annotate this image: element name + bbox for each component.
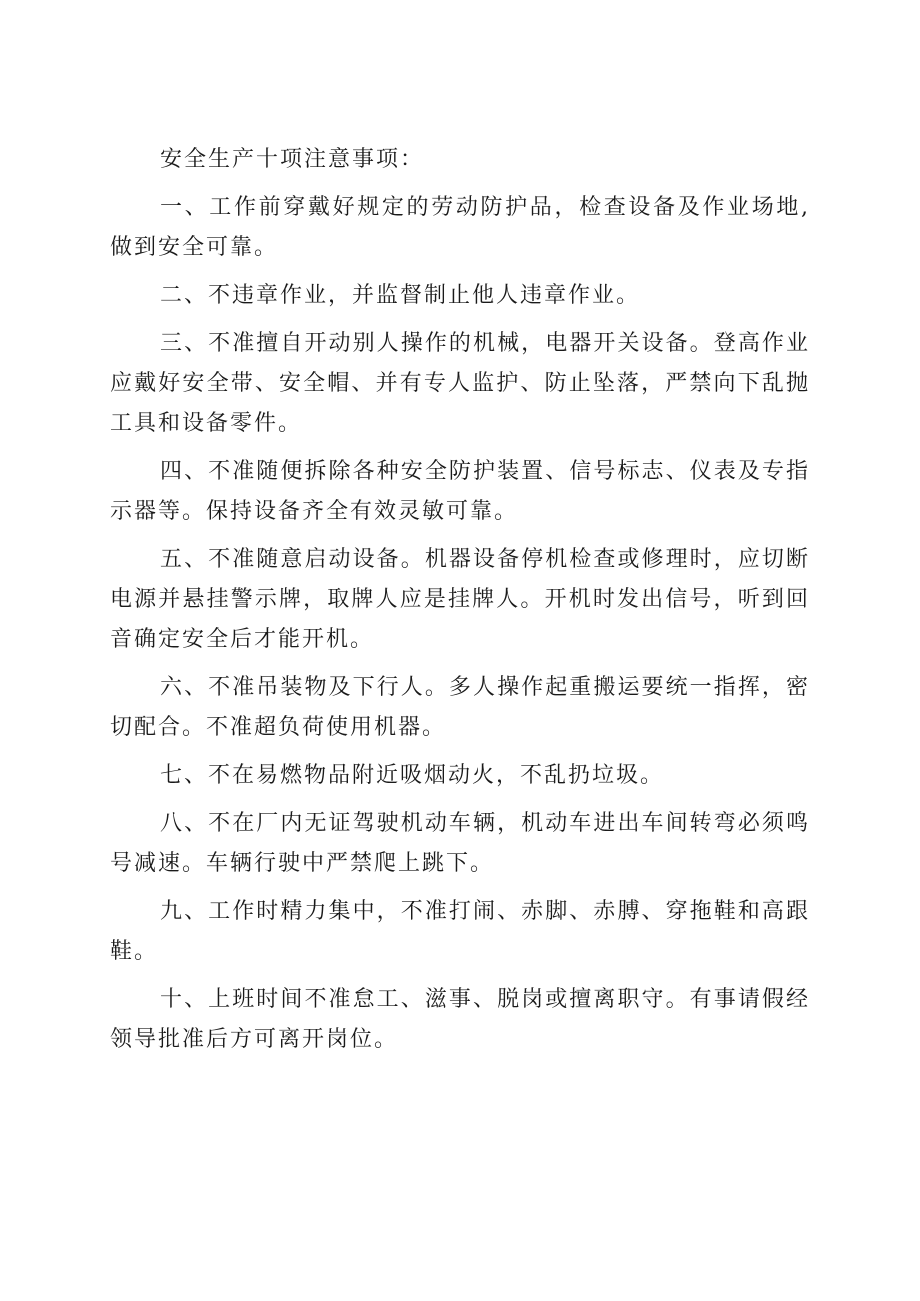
rule-item-1: 一、工作前穿戴好规定的劳动防护品，检查设备及作业场地,做到安全可靠。 bbox=[110, 195, 810, 260]
rule-item-3: 三、不准擅自开动别人操作的机械，电器开关设备。登高作业应戴好安全带、安全帽、并有专人监护、防止坠落，严禁向下乱抛工具和设备零件。 bbox=[110, 331, 810, 436]
rule-item-6: 六、不准吊装物及下行人。多人操作起重搬运要统一指挥，密切配合。不准超负荷使用机器。 bbox=[110, 675, 810, 740]
rule-item-7: 七、不在易燃物品附近吸烟动火，不乱扔垃圾。 bbox=[160, 763, 665, 788]
rule-item-10: 十、上班时间不准怠工、滋事、脱岗或擅离职守。有事请假经领导批准后方可离开岗位。 bbox=[110, 987, 810, 1052]
rule-item-5: 五、不准随意启动设备。机器设备停机检查或修理时，应切断电源并悬挂警示牌，取牌人应是挂牌人。开机时发出信号，听到回音确定安全后才能开机。 bbox=[110, 547, 810, 652]
document-body bbox=[110, 140, 810, 1068]
rule-item-4: 四、不准随便拆除各种安全防护装置、信号标志、仪表及专指示器等。保持设备齐全有效灵敏可靠。 bbox=[110, 459, 810, 524]
rule-item-2: 二、不违章作业，并监督制止他人违章作业。 bbox=[160, 283, 641, 308]
document-heading: 安全生产十项注意事项： bbox=[160, 147, 425, 172]
rule-item-8: 八、不在厂内无证驾驶机动车辆，机动车进出车间转弯必须鸣号减速。车辆行驶中严禁爬上跳下。 bbox=[110, 811, 810, 876]
rule-item-9: 九、工作时精力集中，不准打闹、赤脚、赤膊、穿拖鞋和高跟鞋。 bbox=[110, 899, 810, 964]
